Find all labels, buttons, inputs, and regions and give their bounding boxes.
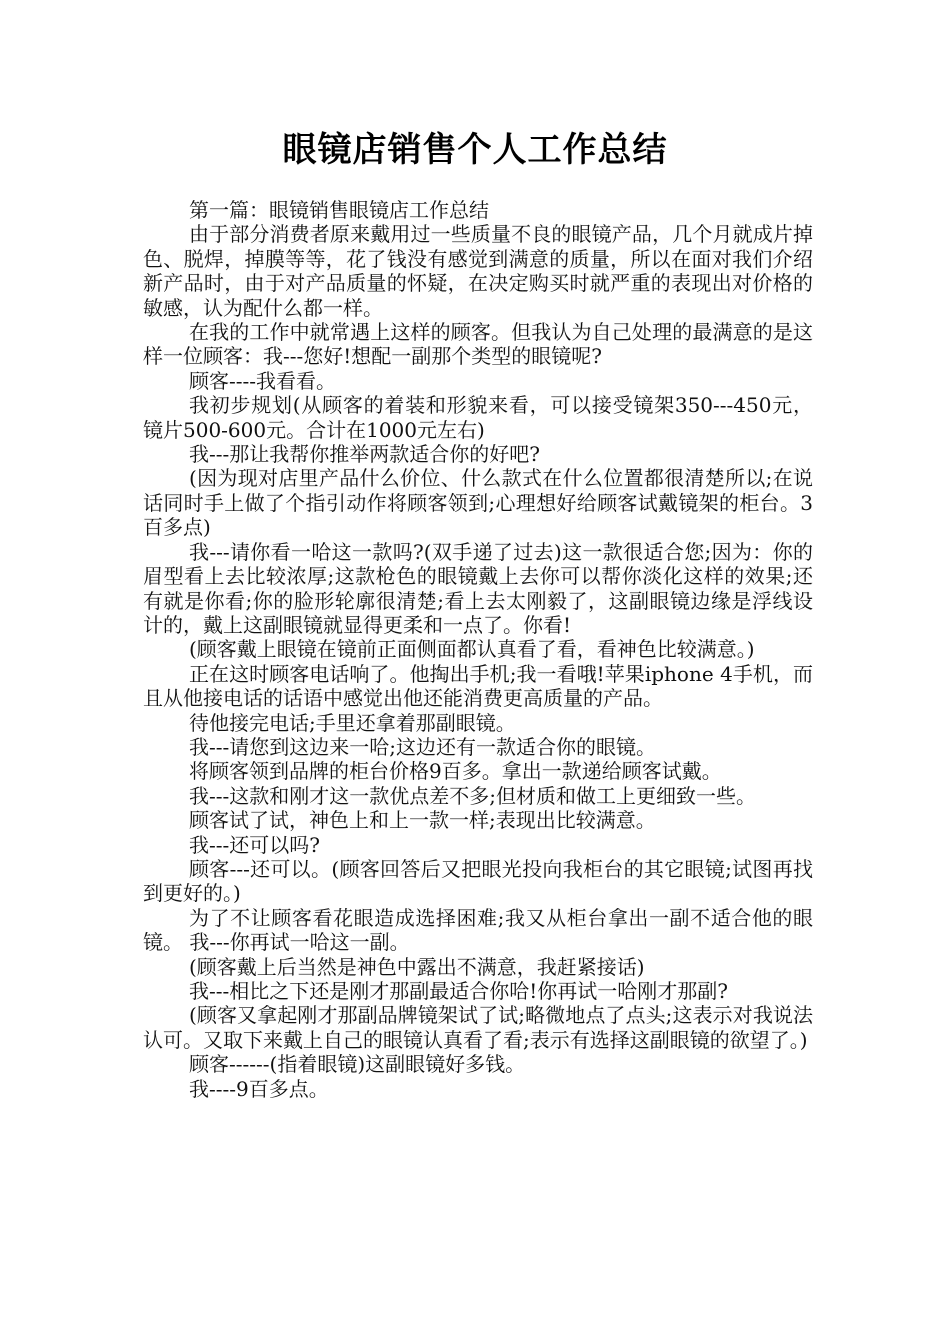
paragraph: 我初步规划(从顾客的着装和形貌来看，可以接受镜架350---450元，镜片500-600元。合计在1000元左右) [143,393,813,442]
paragraph: 我---请你看一哈这一款吗?(双手递了过去)这一款很适合您;因为：你的眉型看上去比较浓厚;这款枪色的眼镜戴上去你可以帮你淡化这样的效果;还有就是你看;你的脸形轮廓很清楚;看上去太刚毅了，这副眼镜边缘是浮线设计的，戴上这副眼镜就显得更柔和一点了。你看! [143,539,813,637]
paragraph: 顾客----我看看。 [189,368,337,393]
paragraph: (顾客戴上后当然是神色中露出不满意，我赶紧接话) [189,954,645,979]
paragraph: 顾客---还可以。(顾客回答后又把眼光投向我柜台的其它眼镜;试图再找到更好的。) [143,856,813,906]
paragraph: 为了不让顾客看花眼造成选择困难;我又从柜台拿出一副不适合他的眼镜。 我---你再试一哈这一副。 [143,905,813,955]
paragraph: 由于部分消费者原来戴用过一些质量不良的眼镜产品，几个月就成片掉色、脱焊，掉膜等等，花了钱没有感觉到满意的质量，所以在面对我们介绍新产品时，由于对产品质量的怀疑，在决定购买时就严重的表现出对价格的敏感，认为配什么都一样。 [143,222,813,320]
document-title: 眼镜店销售个人工作总结 [282,130,668,170]
paragraph: (因为现对店里产品什么价位、什么款式在什么位置都很清楚所以;在说话同时手上做了个指引动作将顾客领到;心理想好给顾客试戴镜架的柜台。3百多点) [143,466,813,540]
paragraph: 顾客试了试，神色上和上一款一样;表现出比较满意。 [189,808,656,833]
paragraph: 我----9百多点。 [189,1076,329,1101]
paragraph: 我---请您到这边来一哈;这边还有一款适合你的眼镜。 [189,734,657,759]
paragraph: (顾客又拿起刚才那副品牌镜架试了试;略微地点了点头;这表示对我说法认可。又取下来戴上自己的眼镜认真看了看;表示有选择这副眼镜的欲望了。) [143,1003,813,1052]
paragraph-section-heading: 第一篇：眼镜销售眼镜店工作总结 [189,198,489,222]
paragraph: 将顾客领到品牌的柜台价格9百多。拿出一款递给顾客试戴。 [189,759,722,784]
paragraph: 待他接完电话;手里还拿着那副眼镜。 [189,710,516,735]
paragraph: (顾客戴上眼镜在镜前正面侧面都认真看了看，看神色比较满意。) [189,637,755,662]
paragraph: 我---还可以吗? [189,832,320,857]
paragraph: 我---那让我帮你推举两款适合你的好吧? [189,442,540,467]
paragraph: 我---相比之下还是刚才那副最适合你哈!你再试一哈刚才那副? [189,979,729,1003]
paragraph: 在我的工作中就常遇上这样的顾客。但我认为自己处理的最满意的是这样一位顾客：我---您好!想配一副那个类型的眼镜呢? [143,320,813,369]
paragraph: 我---这款和刚才这一款优点差不多;但材质和做工上更细致一些。 [189,783,757,808]
paragraph: 顾客------(指着眼镜)这副眼镜好多钱。 [189,1052,526,1077]
document-body [143,198,813,1101]
paragraph: 正在这时顾客电话响了。他掏出手机;我一看哦!苹果iphone 4手机，而且从他接电话的话语中感觉出他还能消费更高质量的产品。 [143,661,813,711]
